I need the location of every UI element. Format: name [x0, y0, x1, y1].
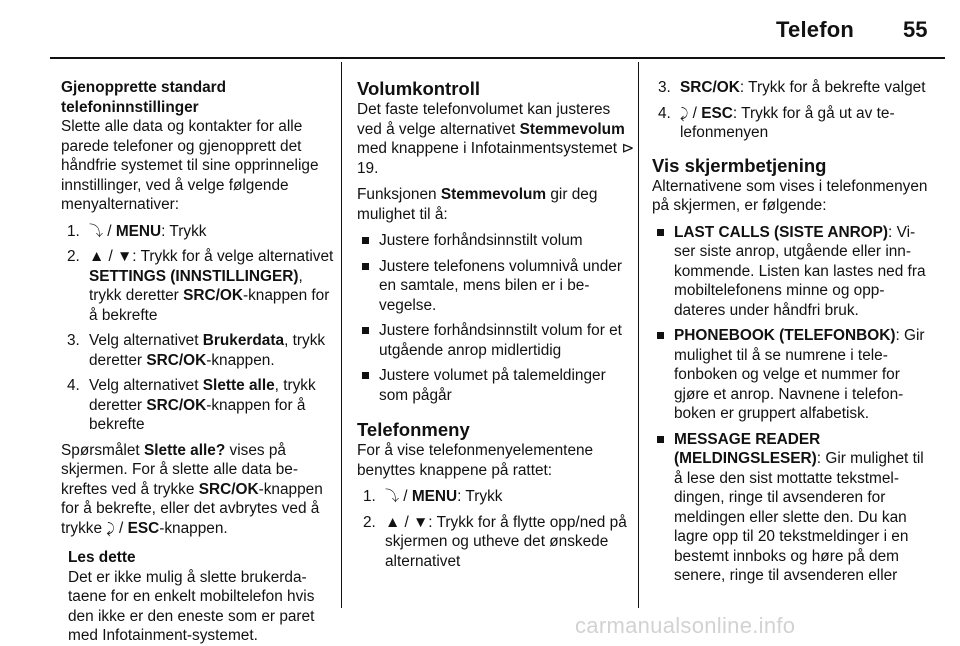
- section-heading: Gjenopprette standard telefoninnstillinger: [61, 79, 227, 116]
- back-icon: ⤸: [106, 519, 115, 536]
- text-run: -knappen for å bekrefte, eller det avbrytes ved å trykke: [61, 480, 323, 537]
- text-run: : Trykk for å gå ut av telefonmenyen: [680, 104, 895, 141]
- bullet-list: [357, 231, 635, 405]
- text-run: med knappene i Infotainmentsystemet ⊳ 19.: [357, 140, 635, 177]
- column-left: [61, 78, 339, 646]
- text-run: : Gir mulighet til å lese den sist mottatte tekstmeldingen, ringe til avsenderen for meldingen eller slette den. Du kan lagre opp til 20 tekstmeldinger i en bestemt innboks og høre på dem senere, ringe til avsenderen eller: [674, 450, 924, 584]
- paragraph: [357, 100, 635, 178]
- bullet-square-icon: [362, 263, 369, 270]
- list-item: [357, 231, 635, 251]
- bullet-text: Justere volumet på talemeldinger som pågår: [379, 367, 606, 404]
- bold-term: Stemmevolum: [440, 186, 547, 203]
- bullet-square-icon: [657, 229, 664, 236]
- column-right: [652, 78, 930, 592]
- column-divider: [638, 62, 639, 608]
- bold-term: SRC/OK: [146, 351, 207, 369]
- list-number: 1.: [363, 488, 376, 505]
- text-run: /: [103, 222, 116, 240]
- bold-term: ESC: [701, 104, 733, 122]
- bullet-list: [652, 223, 930, 586]
- back-icon: ⤸: [680, 104, 689, 121]
- text-run: , trykk deretter: [89, 267, 303, 304]
- bold-term: MENU: [411, 488, 458, 505]
- bullet-square-icon: [362, 327, 369, 334]
- bold-term: Stemmevolum: [519, 120, 625, 138]
- list-number: 3.: [67, 332, 80, 349]
- section-title: Vis skjermbetjening: [652, 154, 827, 176]
- text-run: /: [688, 104, 702, 122]
- header-rule: [50, 57, 945, 59]
- column-divider: [341, 62, 342, 608]
- bullet-text: Justere forhåndsinnstilt volum for et utgående anrop midlertidig: [379, 322, 622, 359]
- list-number: 4.: [67, 377, 80, 394]
- bullet-text: Justere telefonens volumnivå under en samtale, mens bilen er i bevegelse.: [379, 257, 622, 314]
- list-number: 3.: [658, 79, 671, 96]
- list-item: [652, 326, 930, 424]
- bullet-square-icon: [362, 237, 369, 244]
- bullet-square-icon: [657, 436, 664, 443]
- text-run: -knappen.: [159, 519, 228, 537]
- column-middle: [357, 78, 635, 577]
- paragraph: Alternativene som vises i telefonmenyen på skjermen, er følgende:: [652, 177, 928, 214]
- list-item: [357, 321, 635, 360]
- bullet-text: Justere forhåndsinnstilt volum: [379, 232, 583, 249]
- bold-term: PHONEBOOK (TELEFONBOK): [674, 327, 896, 344]
- paragraph: [61, 441, 339, 539]
- bold-term: ESC: [127, 519, 160, 537]
- watermark: carmanualsonline.info: [575, 613, 796, 638]
- section-title: Volumkontroll: [357, 78, 480, 99]
- bold-term: SRC/OK: [680, 79, 740, 96]
- bold-term: SRC/OK: [146, 396, 207, 414]
- note-box: [61, 548, 339, 646]
- text-run: : Viser siste anrop, utgående eller innkommende. Listen kan lastes ned fra mobiltelefonens minne og oppdateres under håndfri bruk.: [674, 223, 926, 319]
- bullet-square-icon: [657, 332, 664, 339]
- text-run: ▲ / ▼: Trykk for å velge alternativet: [89, 248, 334, 265]
- text-run: -knappen for å bekrefte: [89, 396, 306, 433]
- list-item: [357, 257, 635, 316]
- text-run: Funksjonen: [357, 186, 441, 203]
- list-item: [652, 430, 930, 586]
- text-run: Velg alternativet: [89, 377, 203, 394]
- bold-term: SRC/OK: [183, 287, 243, 304]
- list-item: [658, 78, 930, 98]
- page-title: Telefon: [776, 17, 854, 42]
- text-run: , trykk deretter: [89, 377, 316, 414]
- text-run: -knappen for å bekrefte: [89, 287, 330, 324]
- phone-icon: ⤵: [89, 222, 103, 239]
- bullet-square-icon: [362, 372, 369, 379]
- text-run: /: [399, 488, 412, 505]
- text-run: -knappen.: [206, 351, 275, 369]
- note-text: Det er ikke mulig å slette brukerdataene for en enkelt mobiltelefon hvis den ikke er den eneste som er paret med Infotainment-systemet.: [68, 568, 315, 644]
- bold-term: Slette alle?: [143, 441, 226, 459]
- step-list: [357, 487, 635, 571]
- paragraph: [357, 185, 635, 224]
- list-item: [67, 376, 339, 435]
- list-item: [67, 247, 339, 325]
- text-run: Velg alternativet: [89, 332, 203, 349]
- list-number: 4.: [658, 104, 671, 122]
- list-item: [658, 104, 930, 143]
- section-title: Telefonmeny: [357, 419, 470, 440]
- step-list: [652, 78, 930, 143]
- bold-term: Brukerdata: [202, 332, 285, 349]
- list-number: 2.: [67, 248, 80, 265]
- text-run: vises på skjermen. For å slette alle data bekreftes ved å trykke: [61, 441, 298, 498]
- paragraph: For å vise telefonmenyelementene benyttes knappene på rattet:: [357, 442, 594, 479]
- text-run: Det faste telefonvolumet kan justeres ved å velge alternativet: [357, 101, 611, 138]
- page-number: 55: [903, 17, 928, 42]
- bold-term: MESSAGE READER (MELDINGSLESER): [674, 430, 821, 467]
- list-number: 1.: [67, 222, 80, 240]
- bold-term: LAST CALLS (SISTE ANROP): [674, 223, 889, 241]
- text-run: : Trykk: [161, 222, 207, 240]
- list-item: [363, 513, 635, 572]
- note-title: Les dette: [68, 549, 136, 566]
- phone-icon: ⤵: [385, 488, 399, 504]
- text-run: : Trykk: [457, 488, 503, 505]
- list-number: 2.: [363, 513, 376, 531]
- step-list: [61, 222, 339, 435]
- text-run: Spørsmålet: [61, 441, 144, 459]
- text-run: , trykk deretter: [89, 332, 326, 369]
- text-run: gir deg mulighet til å:: [357, 186, 598, 223]
- list-item: [363, 487, 635, 507]
- text-run: : Gir mulighet til å se numrene i telefonboken og velge et nummer for gjøre et anrop. Navnene i telefonboken er gruppert alfabetisk.: [674, 327, 925, 422]
- text-run: /: [114, 519, 128, 537]
- text-run: ▲ / ▼: Trykk for å flytte opp/ned på skjermen og utheve det ønskede alternativet: [385, 513, 627, 570]
- bold-term: Slette alle: [202, 377, 275, 394]
- text-run: : Trykk for å bekrefte valget: [739, 79, 926, 96]
- list-item: [652, 223, 930, 321]
- bold-term: SRC/OK: [198, 480, 259, 498]
- list-item: [67, 331, 339, 370]
- paragraph: Slette alle data og kontakter for alle parede telefoner og gjenopprett det håndfrie systemet til sine opprinnelige innstillinger, ved å velge følgende menyalternativer:: [61, 118, 319, 213]
- bold-term: SETTINGS (INNSTILLINGER): [89, 267, 299, 285]
- list-item: [67, 222, 339, 242]
- bold-term: MENU: [115, 222, 162, 240]
- list-item: [357, 366, 635, 405]
